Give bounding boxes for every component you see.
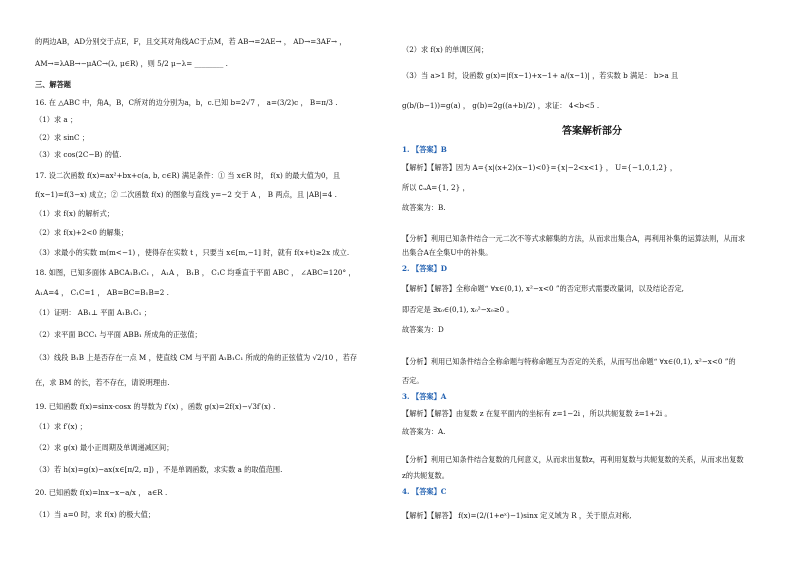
text-line: 故答案为：B. (402, 203, 446, 212)
text-line: 出集合A在全集U中的补集。 (402, 248, 493, 257)
text-line: （1）求 f′(x) ； (35, 422, 87, 431)
analysis-line: 【分析】利用已知条件结合复数的几何意义，从而求出复数z，再利用复数与共轭复数的关系，从而求出复数 (402, 455, 744, 464)
question-18: 18. 如图，已知多面体 ABCA₁B₁C₁ ， A₁A ， B₁B ， C₁C 均垂直于平面 ABC ， ∠ABC=120° ， (35, 268, 356, 277)
text-line: （3）求最小的实数 m(m<−1) ，使得存在实数 t ，只要当 x∈[m,−1] 时，就有 f(x+t)≥2x 成立. (35, 248, 350, 257)
question-17: 17. 设二次函数 f(x)=ax²+bx+c(a, b, c∈R) 满足条件：① 当 x∈R 时， f(x) 的最大值为0，且 (35, 171, 341, 180)
text-line: （1）当 a=0 时，求 f(x) 的极大值； (35, 510, 155, 519)
analysis-line: 【解析】【解答】 f(x)=(2/(1+eˣ)−1)sinx 定义域为 R ，关于原点对称, (402, 511, 632, 520)
text-line: （1）求 a ； (35, 115, 78, 124)
text-line: 故答案为：A. (402, 427, 446, 436)
analysis-line: 【解析】【解答】全称命题“ ∀x∈(0,1), x²−x<0 ”的否定形式需要改量词，以及结论否定, (402, 284, 684, 293)
question-19: 19. 已知函数 f(x)=sinx·cosx 的导数为 f′(x) ，函数 g(x)=2f(x)−√3f′(x) . (35, 402, 276, 411)
text-line: （3）线段 B₁B 上是否存在一点 M ，使直线 CM 与平面 A₁B₁C₁ 所成的角的正弦值为 √2/10 ，若存 (35, 353, 358, 362)
text-line: （1）求 f(x) 的解析式； (35, 209, 114, 218)
answer-4: 4. 【答案】C (402, 487, 447, 496)
text-line: 故答案为：D (402, 325, 444, 334)
text-line: （2）求 f(x) 的单调区间； (402, 45, 489, 54)
text-line: 所以 ∁ᵤA={1, 2} ， (402, 183, 470, 192)
text-line: （2）求 sinC ； (35, 133, 90, 142)
text-line: 否定。 (402, 376, 424, 385)
section-heading: 三、解答题 (35, 80, 71, 89)
text-line: A₁A=4 ， C₁C=1 ， AB=BC=B₁B=2 . (35, 288, 169, 297)
answer-section-title: 答案解析部分 (562, 126, 622, 137)
answer-3: 3. 【答案】A (402, 392, 447, 401)
question-20: 20. 已知函数 f(x)=lnx−x−a/x ， a∈R . (35, 488, 168, 497)
analysis-line: 【解析】【解答】因为 A={x|(x+2)(x−1)<0}={x|−2<x<1} ， U={−1,0,1,2} ， (402, 163, 678, 172)
text-line: 即否定是 ∃x₀∈(0,1), x₀²−x₀≥0 。 (402, 305, 514, 314)
answer-2: 2. 【答案】D (402, 264, 447, 273)
text-line: f(x−1)=f(3−x) 成立；② 二次函数 f(x) 的图象与直线 y=−2 交于 A ， B 两点，且 |AB|=4 . (35, 190, 337, 199)
text-line: z的共轭复数。 (402, 471, 449, 480)
text-line: （3）求 cos(2C−B) 的值. (35, 150, 122, 159)
text-line: AM→=λAB→−μAC→(λ, μ∈R) ，则 5/2 μ−λ= ________ . (35, 59, 228, 68)
question-16: 16. 在 △ABC 中，角A，B，C所对的边分别为a，b，c.已知 b=2√7 ， a=(3/2)c ， B=π/3 . (35, 98, 338, 107)
text-line: 在，求 BM 的长，若不存在，请说明理由. (35, 378, 170, 387)
text-line: （3）当 a>1 时，设函数 g(x)=|f(x−1)+x−1+ a/(x−1)| ，若实数 b 满足： b>a 且 (402, 71, 679, 80)
text-line: （2）求 f(x)+2<0 的解集； (35, 228, 128, 237)
text-line: g(b/(b−1))=g(a) ， g(b)=2g((a+b)/2) ，求证： 4<b<5 . (402, 101, 600, 110)
text-line: （3）若 h(x)=g(x)−ax(x∈[π/2, π]) ，不是单调函数，求实数 a 的取值范围. (35, 465, 283, 474)
text-line: （2）求 g(x) 最小正周期及单调递减区间； (35, 443, 174, 452)
text-line: （2）求平面 BCC₁ 与平面 ABB₁ 所成角的正弦值； (35, 330, 202, 339)
analysis-line: 【分析】利用已知条件结合一元二次不等式求解集的方法，从而求出集合A，再利用补集的运算法则，从而求 (402, 234, 746, 243)
analysis-line: 【解析】【解答】由复数 z 在复平面内的坐标有 z=1−2i ，所以共轭复数 z̄=1+2i 。 (402, 409, 672, 418)
text-line: （1）证明： AB₁⊥ 平面 A₁B₁C₁ ； (35, 308, 151, 317)
analysis-line: 【分析】利用已知条件结合全称命题与特称命题互为否定的关系，从而写出命题“ ∀x∈(0,1), x²−x<0 ”的 (402, 357, 736, 366)
text-line: 的两边AB，AD分别交于点E，F，且交其对角线AC于点M，若 AB→=2AE→ ， AD→=3AF→ ， (35, 37, 347, 46)
answer-1: 1. 【答案】B (402, 145, 447, 154)
